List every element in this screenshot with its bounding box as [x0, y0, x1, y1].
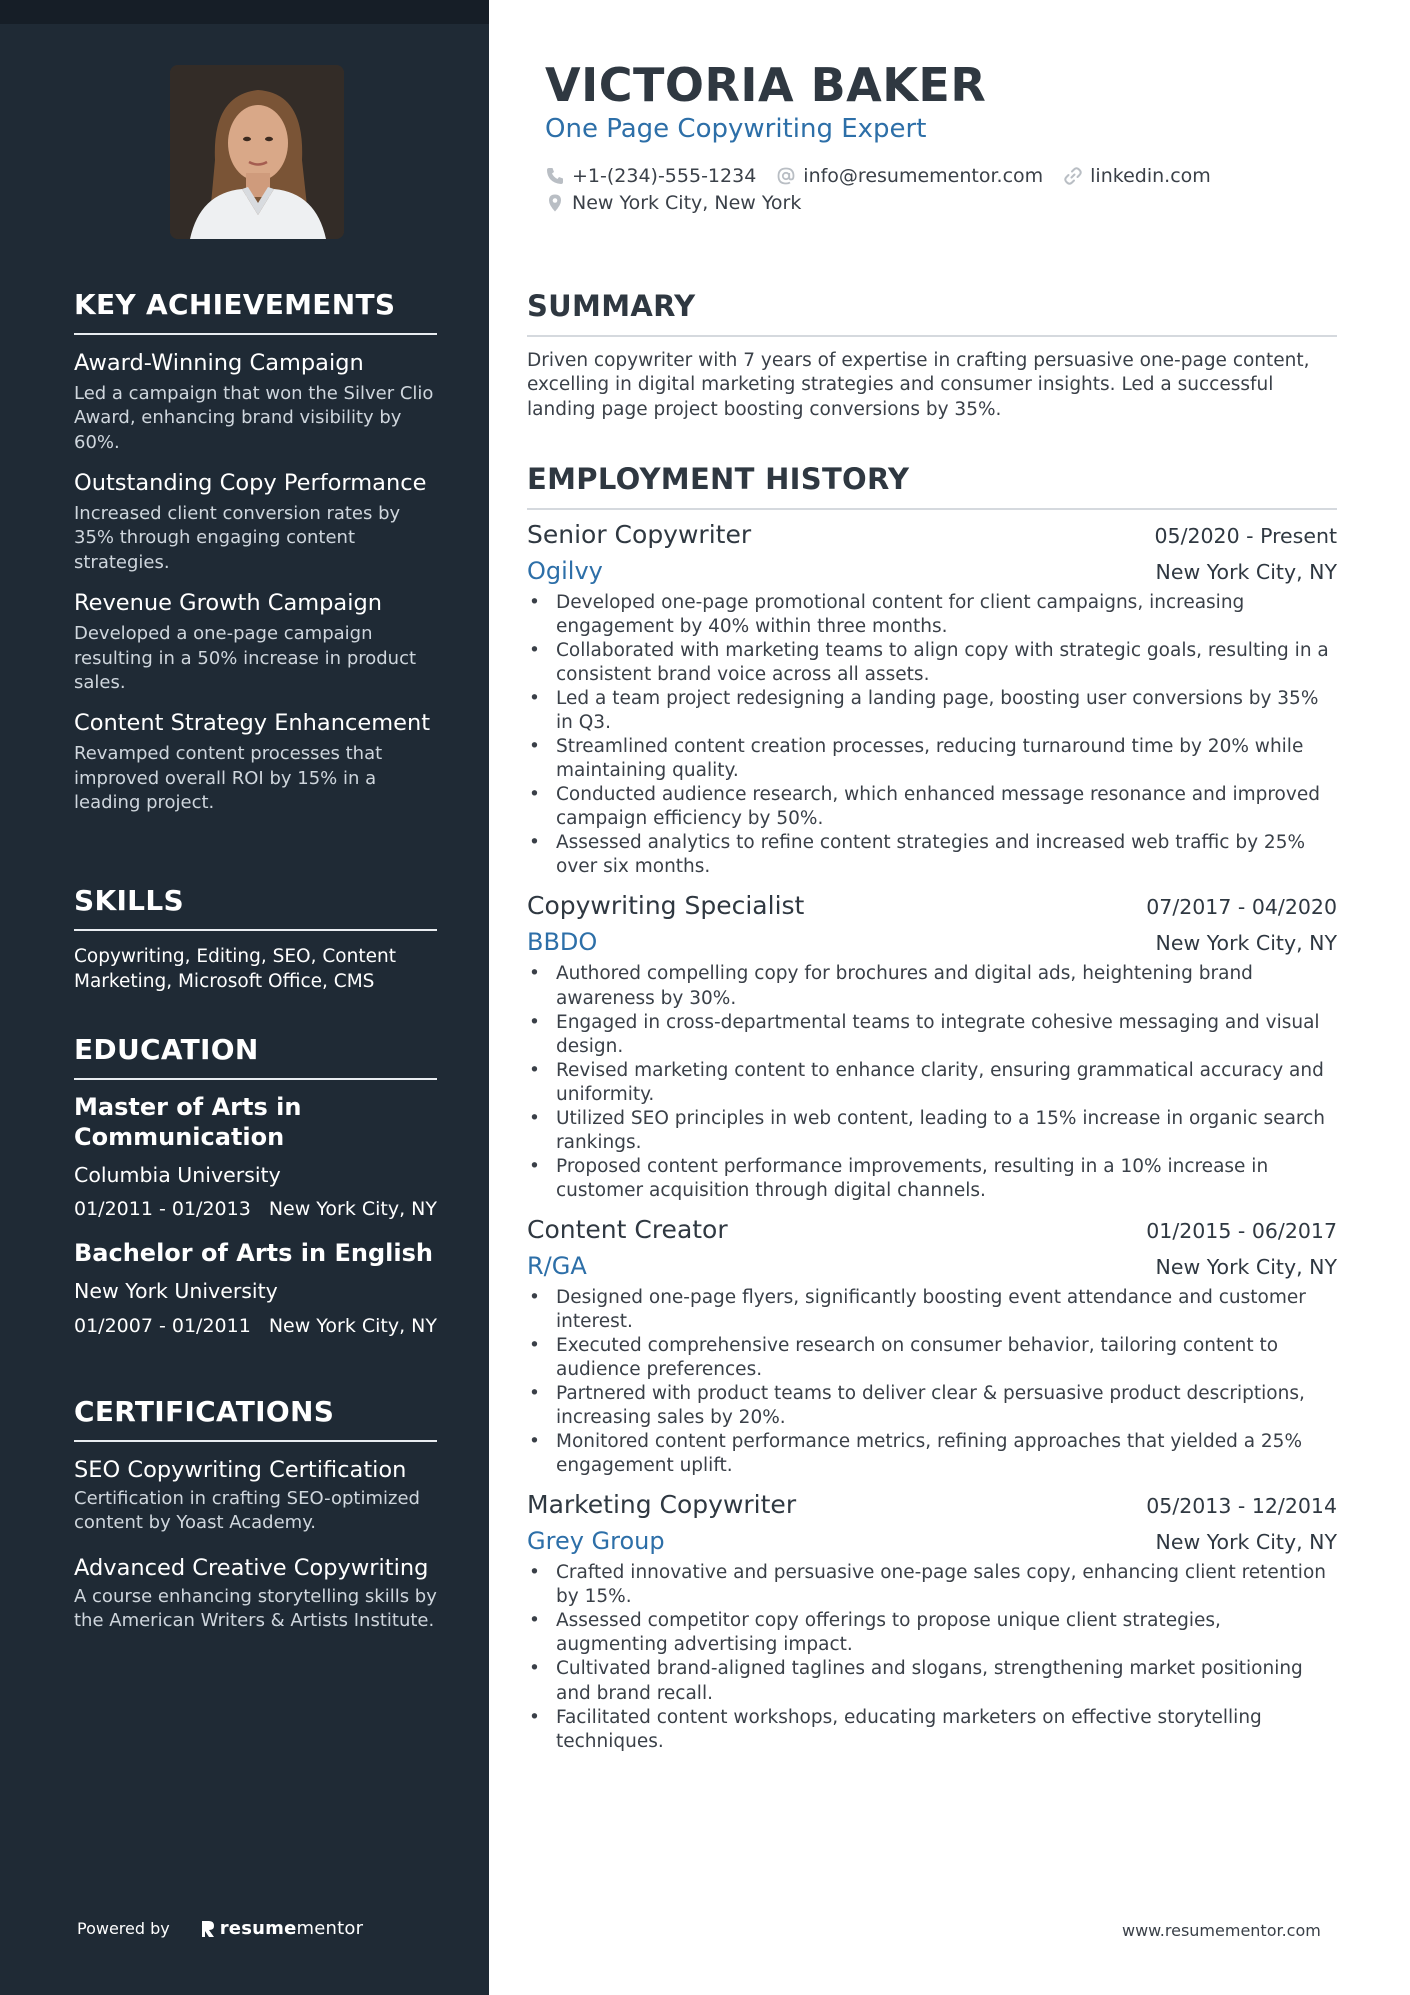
education-section	[74, 1035, 437, 1337]
brand-logo[interactable]	[200, 1918, 363, 1939]
job-bullets	[527, 1561, 1337, 1753]
skills-section	[74, 886, 437, 995]
website-link[interactable]: www.resumementor.com	[1122, 1921, 1321, 1940]
job-bullets	[527, 591, 1337, 880]
sidebar	[0, 0, 489, 1995]
achievements-heading: KEY ACHIEVEMENTS	[74, 290, 437, 335]
link-icon	[1063, 166, 1083, 186]
powered-by	[77, 1918, 363, 1939]
achievement-desc: Developed a one-page campaign resulting in a 50% increase in product sales.	[74, 623, 417, 693]
certification-item	[74, 1554, 437, 1634]
education-degree: Bachelor of Arts in English	[74, 1239, 433, 1268]
job-bullet: • Crafted innovative and persuasive one-page sales copy, enhancing client retention by 15%.	[527, 1561, 1337, 1609]
phone-icon	[545, 166, 565, 186]
education-location: New York City, NY	[268, 1198, 437, 1221]
job-bullet: • Conducted audience research, which enhanced message resonance and improved campaign efficiency by 50%.	[527, 783, 1337, 831]
job-entry	[527, 1490, 1337, 1753]
summary-heading: SUMMARY	[527, 291, 1337, 337]
candidate-title: One Page Copywriting Expert	[545, 114, 927, 144]
education-dates: 01/2007 - 01/2011	[74, 1315, 251, 1338]
contact-row-location	[545, 192, 821, 214]
contact-row	[545, 165, 1231, 187]
education-location: New York City, NY	[268, 1315, 437, 1338]
location-pin-icon	[545, 193, 565, 213]
certification-desc: A course enhancing storytelling skills by the American Writers & Artists Institute.	[74, 1585, 437, 1632]
profile-photo	[170, 65, 344, 239]
achievement-item	[74, 469, 437, 575]
certifications-heading: CERTIFICATIONS	[74, 1397, 437, 1442]
achievement-item	[74, 349, 437, 455]
sidebar-top-band	[0, 0, 489, 24]
at-sign-icon	[776, 166, 796, 186]
job-bullet: • Executed comprehensive research on consumer behavior, tailoring content to audience preferences.	[527, 1334, 1337, 1382]
brand-name-resume: resume	[219, 1918, 297, 1939]
contact-linkedin[interactable]	[1063, 165, 1211, 187]
skills-list: Copywriting, Editing, SEO, Content Marketing, Microsoft Office, CMS	[74, 945, 396, 992]
job-bullet: • Partnered with product teams to deliver clear & persuasive product descriptions, increasing sales by 20%.	[527, 1382, 1337, 1430]
employment-heading: EMPLOYMENT HISTORY	[527, 464, 1337, 510]
job-title: Content Creator	[527, 1214, 728, 1244]
email-text: info@resumementor.com	[803, 165, 1044, 187]
job-title: Marketing Copywriter	[527, 1490, 797, 1520]
achievement-title: Award-Winning Campaign	[74, 349, 364, 376]
candidate-name: VICTORIA BAKER	[545, 58, 987, 112]
certification-title: SEO Copywriting Certification	[74, 1456, 407, 1483]
job-bullet: • Authored compelling copy for brochures and digital ads, heightening brand awareness by 30%.	[527, 962, 1337, 1010]
job-bullet: • Collaborated with marketing teams to align copy with strategic goals, resulting in a consistent brand voice across all assets.	[527, 639, 1337, 687]
education-item	[74, 1238, 437, 1337]
job-dates: 07/2017 - 04/2020	[1146, 895, 1337, 920]
employment-section	[527, 464, 1337, 1754]
education-heading: EDUCATION	[74, 1035, 437, 1080]
job-company: BBDO	[527, 928, 598, 957]
job-entry	[527, 1215, 1337, 1478]
job-bullet: • Utilized SEO principles in web content, leading to a 15% increase in organic search rankings.	[527, 1107, 1337, 1155]
achievement-title: Outstanding Copy Performance	[74, 469, 427, 496]
location-text: New York City, New York	[572, 192, 802, 214]
education-dates: 01/2011 - 01/2013	[74, 1198, 251, 1221]
job-entry	[527, 891, 1337, 1202]
job-location: New York City, NY	[1155, 1254, 1337, 1279]
phone-text: +1-(234)-555-1234	[572, 165, 757, 187]
job-title: Senior Copywriter	[527, 519, 752, 549]
job-dates: 01/2015 - 06/2017	[1146, 1218, 1337, 1243]
job-bullet: • Monitored content performance metrics, refining approaches that yielded a 25% engagement uplift.	[527, 1430, 1337, 1478]
job-entry	[527, 520, 1337, 880]
job-bullet: • Assessed analytics to refine content strategies and increased web traffic by 25% over six months.	[527, 831, 1337, 879]
job-bullet: • Engaged in cross-departmental teams to integrate cohesive messaging and visual design.	[527, 1011, 1337, 1059]
achievements-section	[74, 290, 437, 815]
achievement-desc: Led a campaign that won the Silver Clio Award, enhancing brand visibility by 60%.	[74, 383, 434, 453]
summary-section	[527, 291, 1337, 423]
certification-desc: Certification in crafting SEO-optimized content by Yoast Academy.	[74, 1488, 420, 1534]
education-school: New York University	[74, 1279, 278, 1304]
job-bullets	[527, 1286, 1337, 1478]
achievement-item	[74, 709, 437, 815]
contact-location	[545, 192, 801, 214]
brand-name-mentor: mentor	[296, 1918, 364, 1939]
education-degree: Master of Arts in Communication	[74, 1092, 302, 1151]
certification-title: Advanced Creative Copywriting	[74, 1554, 429, 1581]
job-company: R/GA	[527, 1251, 587, 1280]
job-dates: 05/2020 - Present	[1154, 523, 1337, 548]
brand-mark-icon	[200, 1919, 216, 1939]
job-bullet: • Cultivated brand-aligned taglines and slogans, strengthening market positioning and brand recall.	[527, 1657, 1337, 1705]
contact-email[interactable]	[776, 165, 1043, 187]
education-item	[74, 1092, 437, 1221]
job-bullet: • Facilitated content workshops, educating marketers on effective storytelling techniques.	[527, 1706, 1337, 1754]
achievement-desc: Increased client conversion rates by 35% through engaging content strategies.	[74, 503, 401, 573]
job-bullet: • Led a team project redesigning a landing page, boosting user conversions by 35% in Q3.	[527, 687, 1337, 735]
job-location: New York City, NY	[1155, 559, 1337, 584]
job-bullet: • Revised marketing content to enhance clarity, ensuring grammatical accuracy and uniformity.	[527, 1059, 1337, 1107]
job-location: New York City, NY	[1155, 931, 1337, 956]
job-dates: 05/2013 - 12/2014	[1146, 1494, 1337, 1519]
achievement-desc: Revamped content processes that improved overall ROI by 15% in a leading project.	[74, 743, 383, 814]
job-bullets	[527, 962, 1337, 1202]
job-bullet: • Assessed competitor copy offerings to propose unique client strategies, augmenting advertising impact.	[527, 1609, 1337, 1657]
achievement-title: Revenue Growth Campaign	[74, 590, 383, 617]
achievement-title: Content Strategy Enhancement	[74, 710, 431, 737]
job-title: Copywriting Specialist	[527, 891, 805, 921]
certifications-section	[74, 1397, 437, 1633]
achievement-item	[74, 589, 437, 695]
education-school: Columbia University	[74, 1162, 281, 1187]
certification-item	[74, 1456, 437, 1536]
job-company: Grey Group	[527, 1527, 665, 1556]
job-bullet: • Developed one-page promotional content for client campaigns, increasing engagement by 40% within three months.	[527, 591, 1337, 639]
skills-heading: SKILLS	[74, 886, 437, 931]
linkedin-text: linkedin.com	[1090, 165, 1211, 187]
job-bullet: • Proposed content performance improvements, resulting in a 10% increase in customer acquisition through digital channels.	[527, 1155, 1337, 1203]
job-company: Ogilvy	[527, 556, 603, 585]
job-bullet: • Streamlined content creation processes, reducing turnaround time by 20% while maintaining quality.	[527, 735, 1337, 783]
job-location: New York City, NY	[1155, 1530, 1337, 1555]
job-bullet: • Designed one-page flyers, significantly boosting event attendance and customer interest.	[527, 1286, 1337, 1334]
summary-text: Driven copywriter with 7 years of expertise in crafting persuasive one-page content, excelling in digital marketing strategies and consumer insights. Led a successful landing page project boosting conversions by 35%.	[527, 349, 1310, 421]
contact-phone[interactable]	[545, 165, 756, 187]
powered-by-label: Powered by	[77, 1919, 170, 1938]
